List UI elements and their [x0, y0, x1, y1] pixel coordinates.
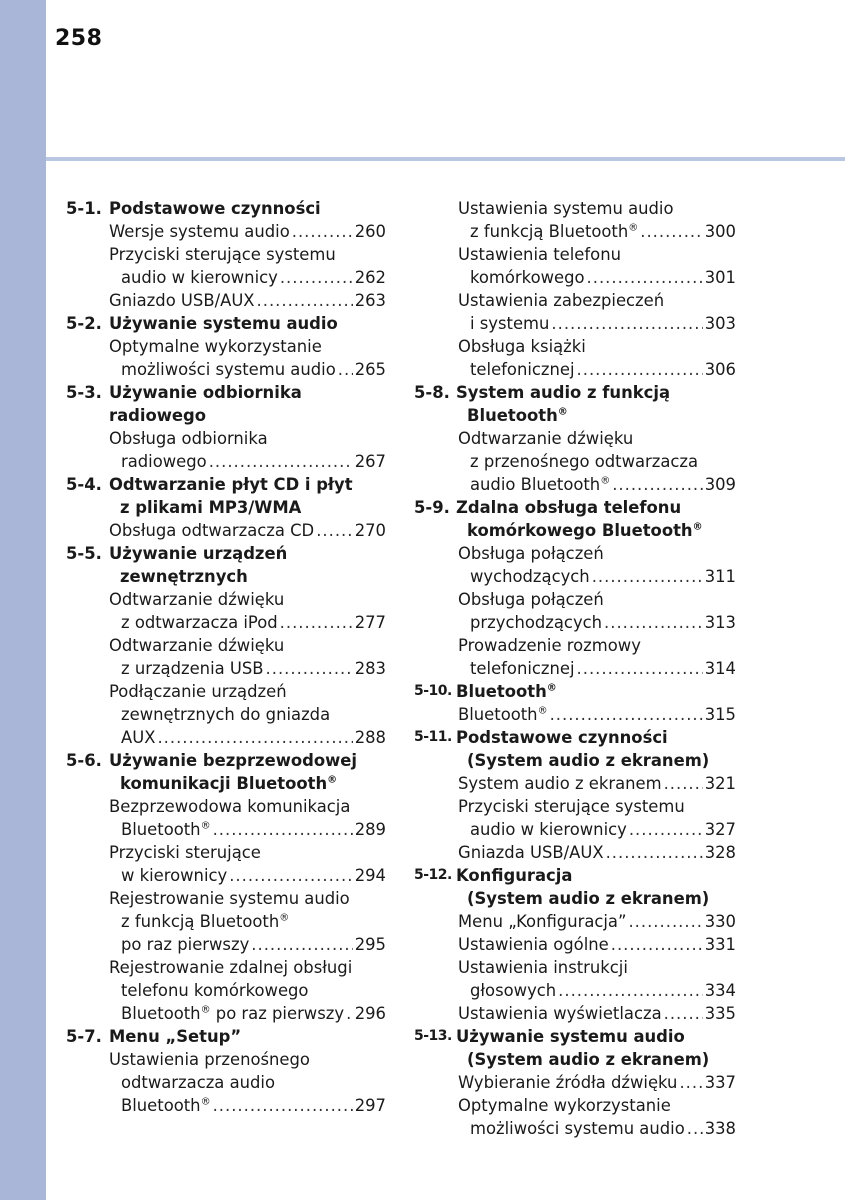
section-number: 5-10. [414, 683, 452, 699]
toc-entry[interactable] [109, 795, 386, 841]
toc-entry[interactable] [458, 243, 736, 289]
toc-entry-title: radiowego [121, 452, 207, 471]
dot-leader [664, 772, 703, 795]
toc-entry-title: z funkcją Bluetooth® [121, 912, 290, 931]
section-title: Odtwarzanie płyt CD i płyt z plikami MP3/WMA [109, 475, 353, 517]
toc-entry-title: Rejestrowanie zdalnej obsługi [109, 958, 353, 977]
toc-entry[interactable] [458, 1094, 736, 1140]
toc-page-number: 311 [704, 567, 736, 586]
dot-leader [346, 1002, 353, 1025]
toc-entry-title: z funkcją Bluetooth® [470, 222, 639, 241]
toc-entry-title: Optymalne wykorzystanie [109, 337, 322, 356]
dot-leader [640, 220, 702, 243]
toc-entry-title: Odtwarzanie dźwięku [109, 636, 285, 655]
dot-leader [316, 519, 353, 542]
toc-entry[interactable] [458, 427, 736, 496]
section-title: Podstawowe czynności [109, 199, 321, 218]
toc-entry-title: Bluetooth® po raz pierwszy [121, 1004, 345, 1023]
toc-page-number: 334 [704, 981, 736, 1000]
toc-left-column [66, 197, 386, 1117]
toc-entry[interactable] [109, 427, 386, 473]
toc-page-number: 330 [704, 912, 736, 931]
toc-entry-title: możliwości systemu audio [121, 360, 336, 379]
section-number: 5-13. [414, 1028, 452, 1044]
toc-entry-title: możliwości systemu audio [470, 1119, 685, 1138]
section-title: Menu „Setup” [109, 1027, 242, 1046]
dot-leader [209, 450, 353, 473]
section-title: Konfiguracja (System audio z ekranem) [456, 866, 710, 908]
toc-page-number: 327 [704, 820, 736, 839]
dot-leader [338, 358, 353, 381]
toc-page-number: 335 [704, 1004, 736, 1023]
dot-leader [257, 289, 353, 312]
dot-leader [251, 933, 352, 956]
toc-entry[interactable] [458, 910, 736, 933]
header-divider [46, 157, 845, 161]
dot-leader [550, 703, 703, 726]
toc-section-heading[interactable] [66, 749, 386, 795]
toc-entry-title: System audio z ekranem [458, 774, 662, 793]
toc-entry-title: odtwarzacza audio [121, 1073, 275, 1092]
toc-entry-title: telefonicznej [470, 659, 575, 678]
toc-section-heading[interactable] [66, 381, 386, 427]
dot-leader [577, 358, 703, 381]
toc-section-heading[interactable] [414, 726, 736, 772]
toc-entry-title: Menu „Konfiguracja” [458, 912, 627, 931]
toc-entry-title: telefonicznej [470, 360, 575, 379]
dot-leader [558, 979, 703, 1002]
toc-entry[interactable] [458, 197, 736, 243]
toc-page-number: 314 [704, 659, 736, 678]
section-number: 5-7. [66, 1027, 102, 1046]
toc-entry[interactable] [458, 588, 736, 634]
toc-page-number: 283 [354, 659, 386, 678]
section-number: 5-12. [414, 867, 452, 883]
toc-entry-title: Gniazdo USB/AUX [109, 291, 255, 310]
toc-entry-title: w kierownicy [121, 866, 228, 885]
dot-leader [587, 266, 703, 289]
toc-page-number: 289 [354, 820, 386, 839]
section-number: 5-1. [66, 199, 102, 218]
section-title: Używanie bezprzewodowej komunikacji Bluetooth® [109, 751, 357, 793]
toc-entry-title: wychodzących [470, 567, 590, 586]
toc-entry[interactable] [109, 680, 386, 749]
toc-page-number: 321 [704, 774, 736, 793]
toc-entry-title: Optymalne wykorzystanie [458, 1096, 671, 1115]
toc-entry-title: Przyciski sterujące [109, 843, 261, 862]
toc-entry[interactable] [458, 841, 736, 864]
toc-entry[interactable] [109, 956, 386, 1025]
toc-entry-title: Gniazda USB/AUX [458, 843, 604, 862]
toc-entry-title: Obsługa odtwarzacza CD [109, 521, 315, 540]
toc-entry-title: głosowych [470, 981, 557, 1000]
section-title: Podstawowe czynności (System audio z ekranem) [456, 728, 710, 770]
toc-page-number: 267 [354, 452, 386, 471]
dot-leader [551, 312, 702, 335]
section-number: 5-8. [414, 383, 450, 402]
dot-leader [664, 1002, 703, 1025]
toc-section-heading[interactable] [66, 1025, 386, 1048]
dot-leader [604, 611, 703, 634]
toc-entry[interactable] [109, 335, 386, 381]
toc-entry-title: i systemu [470, 314, 550, 333]
toc-entry-title: Ustawienia systemu audio [458, 199, 674, 218]
toc-page-number: 270 [354, 521, 386, 540]
toc-section-heading[interactable] [66, 312, 386, 335]
section-number: 5-3. [66, 383, 102, 402]
dot-leader [213, 1094, 353, 1117]
toc-entry-title: Wersje systemu audio [109, 222, 290, 241]
toc-entry[interactable] [458, 289, 736, 335]
toc-entry[interactable] [458, 1002, 736, 1025]
toc-section-heading[interactable] [414, 1025, 736, 1071]
section-title: Używanie systemu audio [109, 314, 338, 333]
dot-leader [157, 726, 352, 749]
toc-entry-title: Prowadzenie rozmowy [458, 636, 641, 655]
toc-entry[interactable] [458, 542, 736, 588]
toc-page-number: 295 [354, 935, 386, 954]
toc-page-number: 288 [354, 728, 386, 747]
toc-entry-title: Rejestrowanie systemu audio [109, 889, 350, 908]
dot-leader [606, 841, 703, 864]
dot-leader [577, 657, 703, 680]
section-number: 5-11. [414, 729, 452, 745]
section-title: Bluetooth® [456, 682, 557, 701]
toc-page-number: 337 [704, 1073, 736, 1092]
toc-entry[interactable] [109, 519, 386, 542]
toc-entry-title: telefonu komórkowego [121, 981, 309, 1000]
toc-entry-title: z przenośnego odtwarzacza [470, 452, 699, 471]
section-title: Używanie odbiornika radiowego [109, 383, 302, 425]
section-number: 5-6. [66, 751, 102, 770]
dot-leader [292, 220, 353, 243]
toc-entry-title: Ustawienia ogólne [458, 935, 609, 954]
section-number: 5-5. [66, 544, 102, 563]
toc-entry-title: Odtwarzanie dźwięku [458, 429, 634, 448]
toc-entry[interactable] [109, 634, 386, 680]
section-number: 5-9. [414, 498, 450, 517]
toc-section-heading[interactable] [414, 864, 736, 910]
toc-entry-title: Ustawienia przenośnego [109, 1050, 310, 1069]
toc-entry[interactable] [458, 933, 736, 956]
toc-entry-title: Ustawienia wyświetlacza [458, 1004, 662, 1023]
toc-entry[interactable] [458, 795, 736, 841]
toc-page-number: 300 [704, 222, 736, 241]
toc-entry[interactable] [458, 1071, 736, 1094]
section-number: 5-2. [66, 314, 102, 333]
toc-section-heading[interactable] [66, 542, 386, 588]
toc-entry[interactable] [458, 703, 736, 726]
dot-leader [687, 1117, 703, 1140]
toc-page-number: 296 [354, 1004, 386, 1023]
toc-entry-title: Ustawienia zabezpieczeń [458, 291, 665, 310]
toc-page-number: 294 [354, 866, 386, 885]
toc-page-number: 313 [704, 613, 736, 632]
toc-page-number: 301 [704, 268, 736, 287]
toc-entry[interactable] [109, 220, 386, 243]
dot-leader [679, 1071, 702, 1094]
toc-section-heading[interactable] [414, 381, 736, 427]
toc-entry-title: Podłączanie urządzeń [109, 682, 287, 701]
toc-page-number: 331 [704, 935, 736, 954]
section-title: System audio z funkcją Bluetooth® [456, 383, 671, 425]
toc-page-number: 260 [354, 222, 386, 241]
dot-leader [629, 818, 703, 841]
dot-leader [628, 910, 702, 933]
toc-entry[interactable] [458, 335, 736, 381]
toc-page-number: 309 [704, 475, 736, 494]
toc-entry-title: komórkowego [470, 268, 585, 287]
section-number: 5-4. [66, 475, 102, 494]
dot-leader [213, 818, 353, 841]
toc-entry[interactable] [109, 1048, 386, 1117]
toc-entry-title: Bluetooth® [121, 1096, 211, 1115]
toc-page-number: 306 [704, 360, 736, 379]
toc-entry-title: audio w kierownicy [470, 820, 627, 839]
toc-page-number: 315 [704, 705, 736, 724]
toc-entry-title: Bluetooth® [121, 820, 211, 839]
dot-leader [229, 864, 352, 887]
toc-right-column [414, 197, 736, 1140]
toc-entry-title: Bluetooth® [458, 705, 548, 724]
section-title: Używanie systemu audio (System audio z ekranem) [456, 1027, 710, 1069]
toc-section-heading[interactable] [414, 680, 736, 703]
dot-leader [612, 473, 703, 496]
toc-entry-title: Wybieranie źródła dźwięku [458, 1073, 678, 1092]
toc-entry[interactable] [109, 887, 386, 956]
toc-entry-title: Bezprzewodowa komunikacja [109, 797, 351, 816]
toc-entry[interactable] [458, 956, 736, 1002]
toc-entry[interactable] [458, 634, 736, 680]
toc-entry-title: z urządzenia USB [121, 659, 264, 678]
page-edge-band [0, 0, 46, 1200]
toc-entry-title: AUX [121, 728, 156, 747]
toc-entry-title: Przyciski sterujące systemu [109, 245, 336, 264]
dot-leader [280, 266, 353, 289]
toc-section-heading[interactable] [414, 496, 736, 542]
toc-entry-title: Odtwarzanie dźwięku [109, 590, 285, 609]
toc-entry[interactable] [109, 289, 386, 312]
toc-page-number: 277 [354, 613, 386, 632]
dot-leader [611, 933, 703, 956]
dot-leader [592, 565, 703, 588]
toc-entry-title: przychodzących [470, 613, 603, 632]
toc-page-number: 263 [354, 291, 386, 310]
toc-page-number: 338 [704, 1119, 736, 1138]
toc-entry-title: Przyciski sterujące systemu [458, 797, 685, 816]
dot-leader [280, 611, 353, 634]
toc-entry[interactable] [109, 243, 386, 289]
toc-entry-title: audio Bluetooth® [470, 475, 611, 494]
toc-entry-title: Obsługa połączeń [458, 590, 604, 609]
toc-entry-title: z odtwarzacza iPod [121, 613, 278, 632]
toc-entry-title: Obsługa połączeń [458, 544, 604, 563]
toc-entry[interactable] [109, 588, 386, 634]
toc-entry-title: audio w kierownicy [121, 268, 278, 287]
page-number: 258 [55, 26, 103, 51]
toc-page-number: 328 [704, 843, 736, 862]
toc-page-number: 303 [704, 314, 736, 333]
toc-entry-title: zewnętrznych do gniazda [121, 705, 331, 724]
toc-entry-title: Obsługa odbiornika [109, 429, 268, 448]
toc-page-number: 297 [354, 1096, 386, 1115]
section-title: Zdalna obsługa telefonu komórkowego Bluetooth® [456, 498, 703, 540]
toc-section-heading[interactable] [66, 473, 386, 519]
toc-entry-title: Ustawienia instrukcji [458, 958, 628, 977]
toc-entry-title: Obsługa książki [458, 337, 586, 356]
toc-entry[interactable] [109, 841, 386, 887]
toc-page-number: 265 [354, 360, 386, 379]
toc-section-heading[interactable] [66, 197, 386, 220]
dot-leader [266, 657, 353, 680]
toc-page-number: 262 [354, 268, 386, 287]
toc-entry-title: po raz pierwszy [121, 935, 250, 954]
section-title: Używanie urządzeń zewnętrznych [109, 544, 288, 586]
toc-entry-title: Ustawienia telefonu [458, 245, 621, 264]
toc-entry[interactable] [458, 772, 736, 795]
